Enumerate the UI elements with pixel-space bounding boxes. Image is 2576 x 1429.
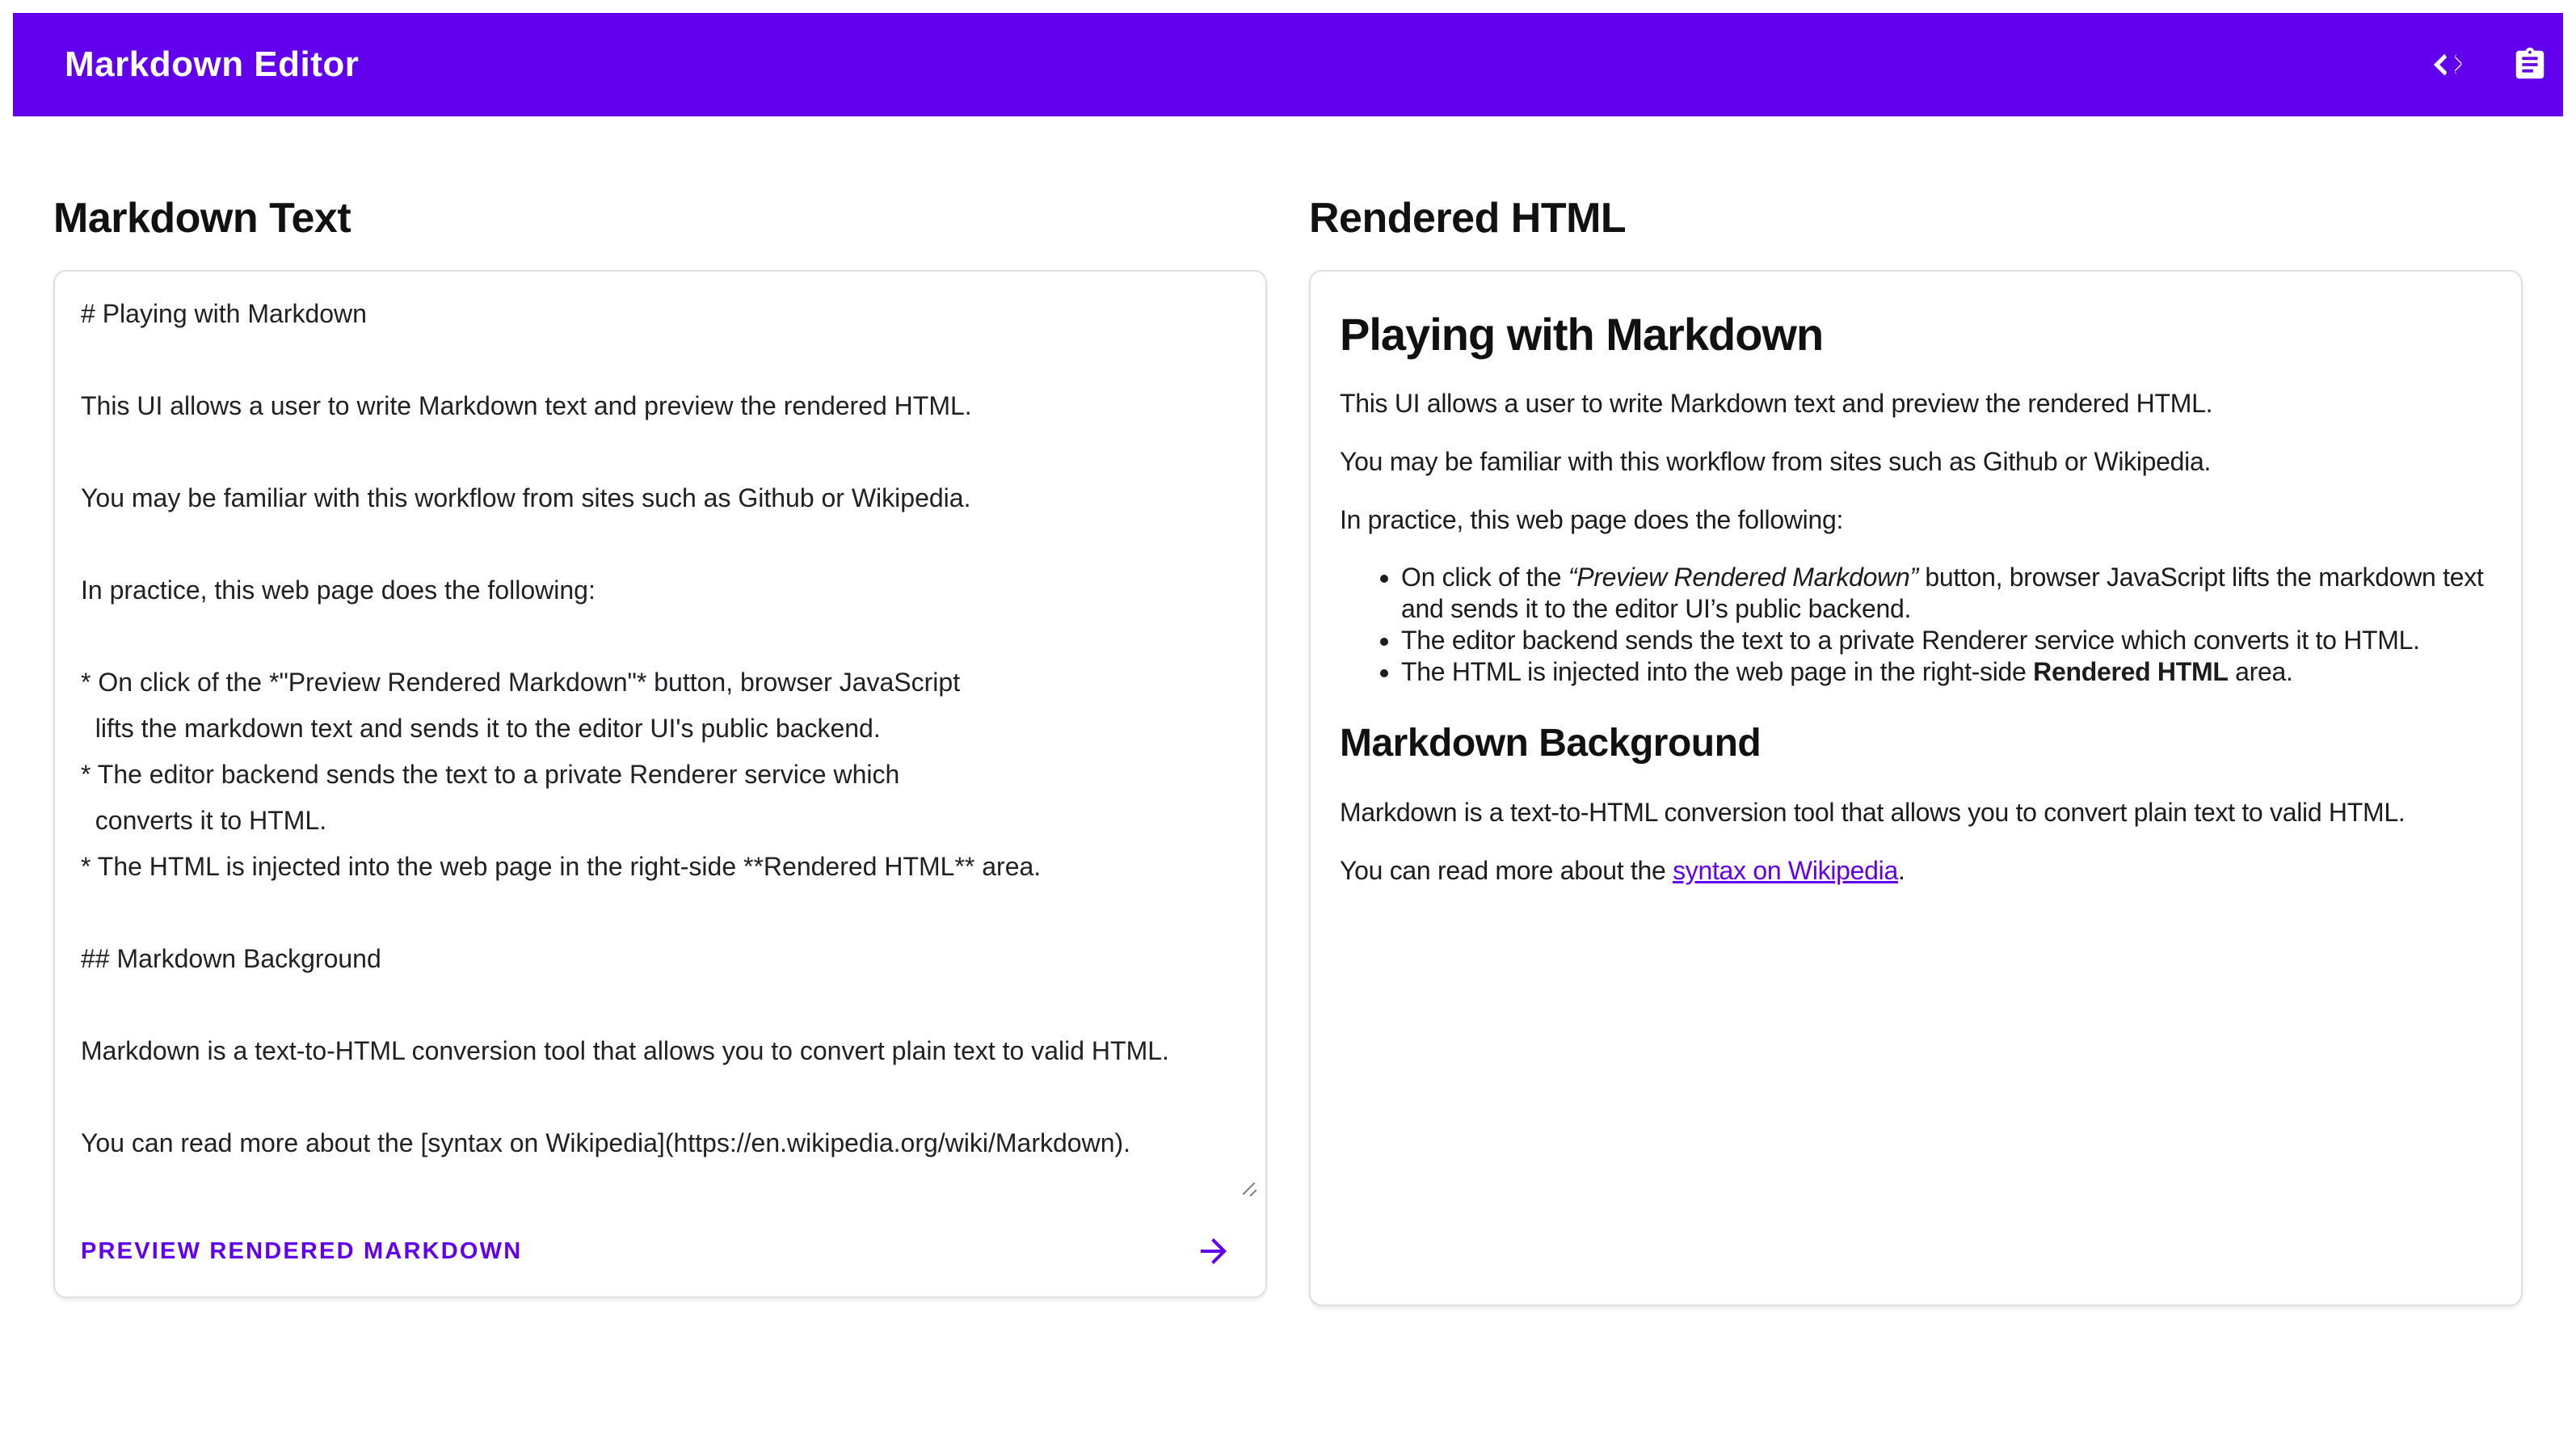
rendered-list-item: • The HTML is injected into the web page in the right-side Rendered HTML area. (1401, 656, 2492, 688)
code-icon[interactable] (2432, 46, 2469, 83)
rendered-paragraph: You can read more about the syntax on Wikipedia. (1340, 855, 1905, 885)
markdown-panel (53, 154, 1267, 1306)
markdown-input[interactable] (55, 272, 1265, 1206)
resize-handle-icon[interactable] (1238, 1178, 1259, 1203)
wikipedia-link[interactable]: syntax on Wikipedia (1673, 855, 1898, 885)
markdown-editor-card (53, 270, 1267, 1298)
editor-card-footer (55, 1206, 1265, 1296)
rendered-list-item: • The editor backend sends the text to a private Renderer service which converts it to HTML. (1401, 625, 2492, 656)
rendered-panel (1309, 154, 2523, 1306)
markdown-panel-heading: Markdown Text (53, 195, 351, 242)
app-bar (13, 13, 2563, 116)
emphasized-text: “Preview Rendered Markdown” (1568, 563, 1918, 592)
rendered-paragraph: Markdown is a text-to-HTML conversion tool that allows you to convert plain text to valid HTML. (1340, 797, 2406, 827)
bold-text: Rendered HTML (2033, 657, 2229, 687)
rendered-paragraph: This UI allows a user to write Markdown text and preview the rendered HTML. (1340, 389, 2213, 419)
arrow-forward-icon[interactable] (1194, 1232, 1233, 1271)
rendered-h1: Playing with Markdown (1340, 309, 1824, 360)
rendered-h2: Markdown Background (1340, 722, 1762, 765)
clipboard-icon-glyph (2511, 46, 2549, 83)
preview-rendered-markdown-button[interactable]: PREVIEW RENDERED MARKDOWN (81, 1237, 523, 1264)
app-title: Markdown Editor (65, 44, 360, 84)
rendered-paragraph: In practice, this web page does the following: (1340, 505, 1844, 535)
rendered-list-item: • On click of the “Preview Rendered Markdown” button, browser JavaScript lifts the markdown text and sends it to the editor UI’s public backend. (1401, 562, 2492, 625)
rendered-list (1340, 562, 2492, 688)
rendered-html-card (1309, 270, 2523, 1306)
content (13, 154, 2563, 1306)
code-icon-glyph (2432, 46, 2469, 83)
clipboard-icon[interactable] (2511, 46, 2549, 83)
rendered-paragraph: You may be familiar with this workflow from sites such as Github or Wikipedia. (1340, 447, 2212, 477)
rendered-panel-heading: Rendered HTML (1309, 195, 1627, 242)
